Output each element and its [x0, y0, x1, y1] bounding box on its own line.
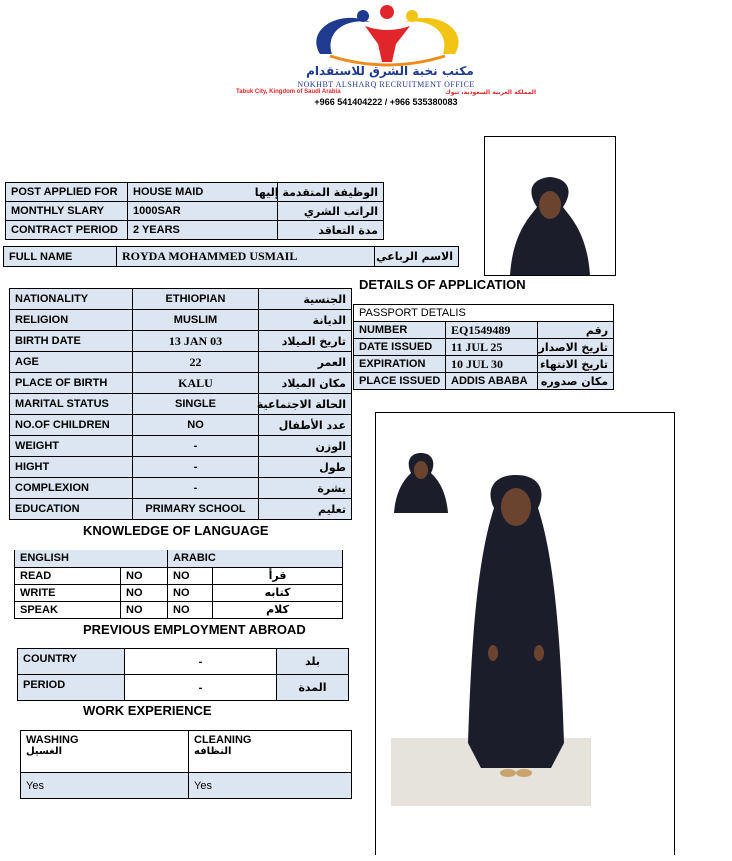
office-location: [236, 89, 536, 96]
fullname-value: ROYDA MOHAMMED USMAIL: [117, 247, 375, 267]
personal-row: [10, 457, 352, 478]
education-value: PRIMARY SCHOOL: [133, 499, 259, 520]
application-row: [6, 221, 384, 240]
marital-label-ar: الحالة الاجتماعية: [259, 394, 352, 415]
passport-row: [354, 373, 614, 390]
application-row: [6, 183, 384, 202]
passport-title-row: [354, 305, 614, 322]
age-label: AGE: [10, 352, 133, 373]
salary-value: 1000SAR: [128, 202, 278, 221]
experience-table: [20, 730, 352, 799]
age-label-ar: العمر: [259, 352, 352, 373]
language-row: [15, 584, 343, 601]
passport-expiration-label: EXPIRATION: [354, 356, 446, 373]
office-name-en: NOKHBT ALSHARQ RECRUITMENT OFFICE: [297, 80, 475, 89]
office-name-ar: مكتب نخبة الشرق للاستقدام: [306, 64, 474, 78]
employment-heading: PREVIOUS EMPLOYMENT ABROAD: [83, 622, 306, 637]
religion-label: RELIGION: [10, 310, 133, 331]
read-label: READ: [15, 567, 121, 584]
country-label-ar: بلد: [277, 649, 349, 675]
passport-number-label: NUMBER: [354, 322, 446, 339]
education-label-ar: تعليم: [259, 499, 352, 520]
employment-table: [17, 648, 349, 701]
contract-label: CONTRACT PERIOD: [6, 221, 128, 240]
full-body-figure: [376, 413, 674, 856]
birthplace-label: PLACE OF BIRTH: [10, 373, 133, 394]
salary-label: MONTHLY SLARY: [6, 202, 128, 221]
salary-label-ar: الراتب الشري: [278, 202, 384, 221]
read-arabic-value: NO: [168, 567, 213, 584]
birthplace-value: KALU: [133, 373, 259, 394]
experience-heading: WORK EXPERIENCE: [83, 703, 212, 718]
period-label: PERIOD: [18, 675, 125, 701]
nationality-value: ETHIOPIAN: [133, 289, 259, 310]
experience-value-row: [21, 773, 352, 799]
speak-label-ar: كلام: [213, 601, 343, 618]
experience-header-row: [21, 731, 352, 773]
children-value: NO: [133, 415, 259, 436]
post-label-ar: الوظيفة المتقدمة إليها: [278, 183, 384, 202]
office-logo: [300, 4, 475, 70]
language-row: [15, 601, 343, 618]
language-col-arabic: ARABIC: [168, 550, 343, 567]
passport-number-value: EQ1549489: [446, 322, 538, 339]
speak-english-value: NO: [121, 601, 168, 618]
write-label-ar: كتابه: [213, 584, 343, 601]
passport-table: [353, 304, 614, 390]
complexion-label: COMPLEXION: [10, 478, 133, 499]
nationality-label: NATIONALITY: [10, 289, 133, 310]
washing-label-ar: الغسيل: [26, 746, 63, 757]
height-value: -: [133, 457, 259, 478]
children-label: NO.OF CHILDREN: [10, 415, 133, 436]
language-col-english: ENGLISH: [15, 550, 168, 567]
language-header-row: [15, 550, 343, 567]
birthdate-label-ar: تاريخ الميلاد: [259, 331, 352, 352]
personal-row: [10, 436, 352, 457]
children-label-ar: عدد الأطفال: [259, 415, 352, 436]
personal-row: [10, 331, 352, 352]
personal-row: [10, 415, 352, 436]
birthdate-value: 13 JAN 03: [133, 331, 259, 352]
fullname-table: [3, 246, 459, 267]
washing-cell: [21, 731, 189, 773]
religion-label-ar: الديانة: [259, 310, 352, 331]
passport-place-label: PLACE ISSUED: [354, 373, 446, 390]
application-table: [5, 182, 384, 240]
cleaning-cell: [189, 731, 352, 773]
complexion-label-ar: بشرة: [259, 478, 352, 499]
personal-row: [10, 289, 352, 310]
portrait-photo: [484, 136, 616, 276]
birthplace-label-ar: مكان الميلاد: [259, 373, 352, 394]
cleaning-value: Yes: [189, 773, 352, 799]
religion-value: MUSLIM: [133, 310, 259, 331]
employment-row: [18, 649, 349, 675]
passport-place-value: ADDIS ABABA: [446, 373, 538, 390]
contract-value: 2 YEARS: [128, 221, 278, 240]
personal-row: [10, 478, 352, 499]
full-body-photo: [375, 412, 675, 855]
speak-arabic-value: NO: [168, 601, 213, 618]
cleaning-label: CLEANING: [194, 734, 252, 746]
marital-label: MARITAL STATUS: [10, 394, 133, 415]
passport-title: PASSPORT DETALIS: [354, 305, 614, 322]
country-label: COUNTRY: [18, 649, 125, 675]
passport-issued-label: DATE ISSUED: [354, 339, 446, 356]
height-label: HIGHT: [10, 457, 133, 478]
speak-label: SPEAK: [15, 601, 121, 618]
personal-row: [10, 499, 352, 520]
weight-label: WEIGHT: [10, 436, 133, 457]
passport-row: [354, 356, 614, 373]
age-value: 22: [133, 352, 259, 373]
passport-row: [354, 322, 614, 339]
country-value: -: [125, 649, 277, 675]
period-value: -: [125, 675, 277, 701]
language-table: [14, 550, 343, 619]
weight-label-ar: الوزن: [259, 436, 352, 457]
details-heading: DETAILS OF APPLICATION: [359, 277, 526, 292]
personal-table: [9, 288, 352, 520]
passport-expiration-value: 10 JUL 30: [446, 356, 538, 373]
personal-row: [10, 394, 352, 415]
contract-label-ar: مدة التعاقد: [278, 221, 384, 240]
office-location-en: Tabuk City, Kingdom of Saudi Arabia: [236, 89, 341, 95]
read-label-ar: قرأ: [213, 567, 343, 584]
fullname-label-ar: الاسم الرباعي: [375, 247, 459, 267]
period-label-ar: المدة: [277, 675, 349, 701]
cleaning-label-ar: النظافه: [194, 746, 232, 757]
office-location-ar: المملكة العربية السعودية، تبوك: [445, 89, 536, 96]
height-label-ar: طول: [259, 457, 352, 478]
passport-place-label-ar: مكان صدوره: [538, 373, 614, 390]
post-value: HOUSE MAID: [128, 183, 278, 202]
employment-row: [18, 675, 349, 701]
portrait-figure: [485, 137, 615, 275]
nationality-label-ar: الجنسية: [259, 289, 352, 310]
office-phones: +966 541404222 / +966 535380083: [314, 97, 458, 107]
fullname-row: [4, 247, 459, 267]
marital-value: SINGLE: [133, 394, 259, 415]
personal-row: [10, 310, 352, 331]
weight-value: -: [133, 436, 259, 457]
language-heading: KNOWLEDGE OF LANGUAGE: [83, 523, 269, 538]
read-english-value: NO: [121, 567, 168, 584]
passport-issued-label-ar: تاريخ الاصدار: [538, 339, 614, 356]
washing-value: Yes: [21, 773, 189, 799]
personal-row: [10, 373, 352, 394]
fullname-label: FULL NAME: [4, 247, 117, 267]
passport-expiration-label-ar: تاريخ الانتهاء: [538, 356, 614, 373]
education-label: EDUCATION: [10, 499, 133, 520]
write-label: WRITE: [15, 584, 121, 601]
birthdate-label: BIRTH DATE: [10, 331, 133, 352]
passport-row: [354, 339, 614, 356]
language-row: [15, 567, 343, 584]
write-arabic-value: NO: [168, 584, 213, 601]
application-row: [6, 202, 384, 221]
passport-number-label-ar: رقم: [538, 322, 614, 339]
complexion-value: -: [133, 478, 259, 499]
write-english-value: NO: [121, 584, 168, 601]
passport-issued-value: 11 JUL 25: [446, 339, 538, 356]
post-label: POST APPLIED FOR: [6, 183, 128, 202]
personal-row: [10, 352, 352, 373]
washing-label: WASHING: [26, 734, 79, 746]
